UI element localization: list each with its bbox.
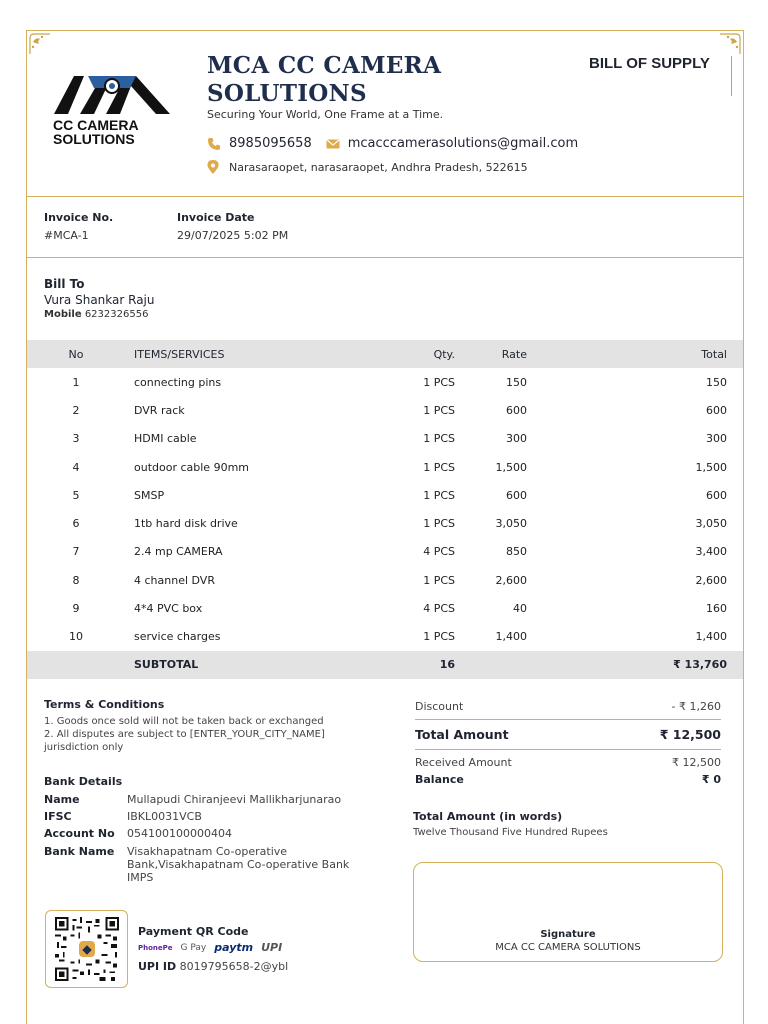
paytm-icon: paytm (214, 941, 254, 954)
table-row (27, 566, 743, 594)
header-no: No (68, 347, 84, 361)
payment-app-logos (138, 941, 282, 954)
row-qty: 4 PCS (423, 602, 455, 616)
row-rate: 1,400 (495, 630, 527, 644)
invoice-date-label: Invoice Date (177, 211, 255, 224)
row-total: 300 (706, 432, 727, 446)
row-total: 2,600 (695, 573, 727, 587)
invoice-number-label: Invoice No. (44, 211, 114, 224)
row-qty: 1 PCS (423, 403, 455, 417)
amount-in-words: Twelve Thousand Five Hundred Rupees (413, 827, 608, 838)
table-row (27, 396, 743, 424)
row-total: 1,500 (695, 460, 727, 474)
invoice-date: 29/07/2025 5:02 PM (177, 229, 289, 242)
received-value: ₹ 12,500 (672, 756, 721, 769)
phonepe-icon: PhonePe (138, 943, 173, 952)
received-label: Received Amount (415, 756, 512, 769)
ornament-corner-icon (28, 32, 52, 56)
payment-qr-title: Payment QR Code (138, 925, 249, 938)
row-item: 1tb hard disk drive (134, 517, 238, 531)
row-total: 1,400 (695, 630, 727, 644)
items-table (27, 340, 743, 679)
row-qty: 1 PCS (423, 630, 455, 644)
header-item: ITEMS/SERVICES (134, 347, 225, 361)
bank-row (44, 810, 357, 823)
total-amount-row (415, 727, 721, 742)
amount-in-words-label: Total Amount (in words) (413, 810, 563, 823)
phone-icon (207, 137, 221, 151)
bill-to-label: Bill To (44, 277, 85, 291)
company-address: Narasaraopet, narasaraopet, Andhra Pradesh, 522615 (229, 160, 528, 174)
terms-line: 2. All disputes are subject to [ENTER_YOUR_CITY_NAME] jurisdiction only (44, 729, 325, 753)
table-row (27, 481, 743, 509)
divider (415, 749, 721, 750)
divider (27, 196, 743, 197)
row-no: 3 (72, 432, 80, 446)
divider (415, 719, 721, 720)
upi-icon: UPI (261, 941, 283, 954)
table-row (27, 594, 743, 622)
row-item: 4*4 PVC box (134, 602, 203, 616)
row-qty: 1 PCS (423, 517, 455, 531)
table-row (27, 368, 743, 396)
bank-name: Visakhapatnam Co-operative Bank,Visakhapatnam Co-operative Bank IMPS (127, 845, 350, 884)
row-rate: 150 (506, 375, 527, 389)
row-no: 2 (72, 403, 80, 417)
header-rate: Rate (501, 347, 527, 361)
row-no: 9 (72, 602, 80, 616)
ifsc-code: IBKL0031VCB (127, 810, 202, 823)
total-amount-value: ₹ 12,500 (659, 727, 721, 742)
phone-number[interactable]: 8985095658 (229, 136, 312, 151)
address-row (207, 160, 528, 174)
payment-qr-code (45, 910, 128, 988)
company-logo (50, 72, 174, 148)
row-rate: 40 (513, 602, 527, 616)
row-no: 10 (69, 630, 83, 644)
row-no: 7 (72, 545, 80, 559)
subtotal-label: SUBTOTAL (134, 658, 199, 672)
divider (27, 257, 743, 258)
total-amount-label: Total Amount (415, 727, 509, 742)
header-qty: Qty. (433, 347, 455, 361)
customer-mobile (44, 309, 148, 320)
balance-row (415, 773, 721, 786)
signature-label: Signature (540, 929, 596, 940)
bank-account-holder: Mullapudi Chiranjeevi Mallikharjunarao (127, 793, 342, 806)
table-row (27, 623, 743, 651)
balance-label: Balance (415, 773, 464, 786)
bank-details-title: Bank Details (44, 775, 123, 788)
row-rate: 300 (506, 432, 527, 446)
row-rate: 3,050 (495, 517, 527, 531)
mobile-label: Mobile (44, 309, 82, 320)
balance-value: ₹ 0 (701, 773, 721, 786)
ifsc-label: IFSC (44, 810, 72, 823)
customer-name: Vura Shankar Raju (44, 293, 155, 307)
subtotal-qty: 16 (439, 658, 455, 672)
contact-row (207, 136, 578, 151)
subtotal-total: ₹ 13,760 (673, 658, 727, 672)
row-total: 160 (706, 602, 727, 616)
upi-id: 8019795658-2@ybl (179, 960, 289, 973)
row-item: SMSP (134, 488, 165, 502)
row-rate: 600 (506, 403, 527, 417)
company-name: MCA CC CAMERA SOLUTIONS (207, 52, 442, 107)
row-no: 6 (72, 517, 80, 531)
document-type: BILL OF SUPPLY (589, 55, 710, 72)
row-rate: 850 (506, 545, 527, 559)
row-total: 600 (706, 403, 727, 417)
upi-id-row (138, 960, 288, 973)
terms-title: Terms & Conditions (44, 698, 165, 711)
terms-line: 1. Goods once sold will not be taken back or exchanged (44, 716, 324, 727)
location-pin-icon (207, 160, 221, 174)
account-number: 054100100000404 (127, 827, 232, 840)
email-address[interactable]: mcacccamerasolutions@gmail.com (347, 136, 579, 151)
logo-text: CC CAMERA (53, 117, 139, 133)
received-row (415, 756, 721, 769)
row-total: 3,400 (695, 545, 727, 559)
row-no: 4 (72, 460, 80, 474)
gpay-icon: G Pay (180, 942, 207, 953)
bank-row (44, 793, 357, 806)
qr-code-icon (54, 917, 120, 981)
row-total: 3,050 (695, 517, 727, 531)
row-no: 8 (72, 573, 80, 587)
logo-text: SOLUTIONS (53, 131, 135, 147)
table-header (27, 340, 743, 368)
discount-label: Discount (415, 700, 464, 713)
row-qty: 1 PCS (423, 488, 455, 502)
row-total: 600 (706, 488, 727, 502)
row-no: 5 (72, 488, 80, 502)
account-number-label: Account No (44, 827, 115, 840)
row-qty: 1 PCS (423, 375, 455, 389)
ornament-corner-icon (718, 32, 742, 56)
table-row (27, 509, 743, 537)
row-rate: 600 (506, 488, 527, 502)
invoice-number: #MCA-1 (44, 229, 89, 242)
row-rate: 2,600 (495, 573, 527, 587)
upi-id-label: UPI ID (138, 960, 177, 973)
row-qty: 1 PCS (423, 432, 455, 446)
row-item: 4 channel DVR (134, 573, 215, 587)
mobile-number: 6232326556 (84, 309, 149, 320)
row-qty: 1 PCS (423, 460, 455, 474)
bank-row (44, 845, 357, 884)
table-row (27, 453, 743, 481)
subtotal-row (27, 651, 743, 679)
bank-row (44, 827, 357, 840)
row-item: connecting pins (134, 375, 222, 389)
signature-company: MCA CC CAMERA SOLUTIONS (495, 942, 641, 953)
row-no: 1 (72, 375, 80, 389)
row-item: HDMI cable (134, 432, 197, 446)
table-row (27, 425, 743, 453)
ornament-line (731, 56, 732, 96)
table-row (27, 538, 743, 566)
email-icon (326, 137, 340, 151)
row-qty: 1 PCS (423, 573, 455, 587)
row-item: 2.4 mp CAMERA (134, 545, 223, 559)
header-total: Total (701, 347, 727, 361)
row-total: 150 (706, 375, 727, 389)
discount-row (415, 700, 721, 713)
row-qty: 4 PCS (423, 545, 455, 559)
discount-value: - ₹ 1,260 (671, 700, 721, 713)
row-rate: 1,500 (495, 460, 527, 474)
row-item: service charges (134, 630, 221, 644)
tagline: Securing Your World, One Frame at a Time. (207, 108, 444, 121)
row-item: DVR rack (134, 403, 185, 417)
row-item: outdoor cable 90mm (134, 460, 249, 474)
bank-label: Bank Name (44, 845, 115, 858)
bank-name-label: Name (44, 793, 80, 806)
